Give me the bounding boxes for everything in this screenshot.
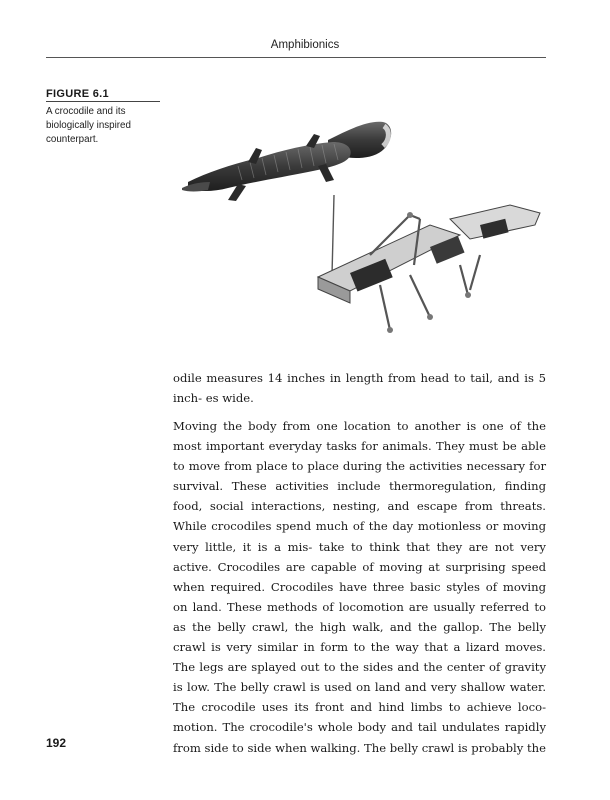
figure-label: FIGURE 6.1 <box>46 88 109 100</box>
figure-caption: A crocodile and its biologically inspired counterpart. <box>46 106 131 145</box>
crocodile-photo <box>178 100 403 205</box>
robotic-crocodile-photo <box>310 195 550 340</box>
figure-label-rule <box>46 101 160 102</box>
page-number: 192 <box>46 736 67 750</box>
paragraph-text: Moving the body from one location to another is one of the most important everyday tasks for animals. They must be able to move from place to place during the activities necessary for survival. These activities include thermoregulation, finding food, social interactions, nesting, and escape from threats. While crocodiles spend much of the day motionless or moving very little, it is a mis- take to think that they are not very active. Crocodiles are capable of moving at surprising speed when required. Crocodiles have three basic styles of moving on land. These methods of locomotion are usually referred to as the belly crawl, the high walk, and the gallop. The belly crawl is very similar in form to the way that a lizard moves. The legs are splayed out to the sides and the center of gravity is low. The belly crawl is used on land and very shallow water. The crocodile uses its front and hind limbs to achieve loco- motion. The crocodile's whole body and tail undulates rapidly from side to side when walking. The belly crawl is probably the <box>173 419 546 755</box>
running-header: Amphibionics <box>270 39 340 51</box>
body-paragraph-1 <box>173 368 546 408</box>
paragraph-text: odile measures 14 inches in length from head to tail, and is 5 inch- es wide. <box>173 371 546 406</box>
body-paragraph-2 <box>173 416 546 758</box>
header-rule <box>46 57 546 58</box>
